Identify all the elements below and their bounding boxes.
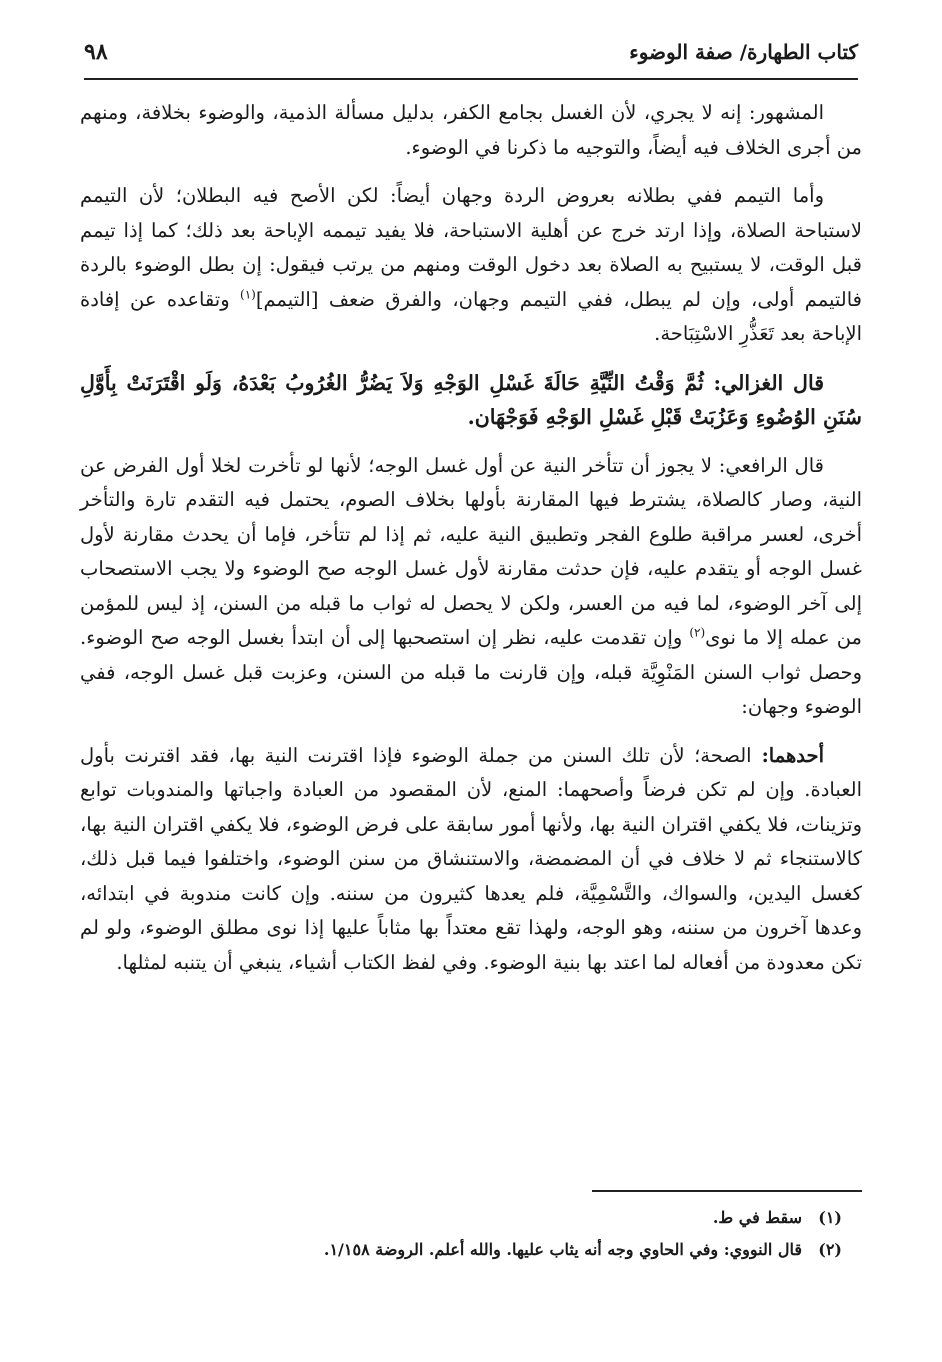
footnote-number: (٢) xyxy=(818,1240,842,1259)
paragraph-ghazali-quote xyxy=(80,366,862,435)
quote-lead: قال الغزالي: xyxy=(703,370,824,395)
header-divider xyxy=(84,78,858,80)
header-title: كتاب الطهارة/ صفة الوضوء xyxy=(629,40,858,64)
page-number: ٩٨ xyxy=(84,39,108,65)
footnote-1 xyxy=(80,1202,862,1234)
paragraph-text: قال الرافعي: لا يجوز أن تتأخر النية عن أول غسل الوجه؛ لأنها لو تأخرت لخلا أول الفرض عن النية، وصار كالصلاة، يشترط فيها المقارنة بأولها بخلاف الصوم، يحتمل فيه التقدم تارة والتأخر أخرى، لعسر مراقبة طلوع الفجر وتطبيق النية عليه، ثم إذا لم تتأخر، فإما أن يحدث مقارنة لأول غسل الوجه أو يتقدم عليه، فإن حدثت مقارنة لأول غسل الوجه صح الوضوء ولا يجب الاستصحاب إلى آخر الوضوء، لما فيه من العسر، ولكن لا يحصل له ثواب ما قبله من السنن، إذ ليس للمؤمن من عمله إلا ما نوى xyxy=(80,453,862,649)
paragraph-text: وإن تقدمت عليه، نظر إن استصحبها إلى أن ابتدأ بغسل الوجه صح الوضوء. وحصل ثواب السنن المَنْوِيَّة قبله، وإن قارنت ما قبله من السنن، وعزبت قبل غسل الوجه، ففي الوضوء وجهان: xyxy=(80,626,863,718)
paragraph-first-view xyxy=(80,739,862,981)
footnote-2 xyxy=(80,1234,862,1266)
footnote-text: سقط في ط. xyxy=(712,1208,802,1227)
footnote-number: (١) xyxy=(818,1208,842,1227)
paragraph-mashhur xyxy=(80,96,862,165)
footnote-ref-1[interactable]: (١) xyxy=(240,287,256,301)
main-text xyxy=(80,96,862,994)
footnotes xyxy=(80,1202,862,1266)
footnote-divider xyxy=(592,1190,862,1192)
paragraph-rafii xyxy=(80,449,862,725)
paragraph-tayammum xyxy=(80,179,862,352)
paragraph-lead: أحدهما: xyxy=(751,743,824,767)
paragraph-text: وتقاعده عن إفادة الإباحة بعد تَعَذُّرِ الاسْتِبَاحة. xyxy=(80,287,862,345)
footnote-ref-2[interactable]: (٢) xyxy=(689,625,706,640)
footnote-text: قال النووي: وفي الحاوي وجه أنه يثاب عليها. والله أعلم. الروضة ١/١٥٨. xyxy=(323,1240,802,1259)
paragraph-text: المشهور: إنه لا يجري، لأن الغسل بجامع الكفر، بدليل مسألة الذمية، والوضوء بخلافة، ومنهم من أجرى الخلاف فيه أيضاً، والتوجيه ما ذكرنا في الوضوء. xyxy=(80,101,862,159)
paragraph-text: الصحة؛ لأن تلك السنن من جملة الوضوء فإذا اقترنت النية بها، فقد اقترنت بأول العبادة. وإن لم تكن فرضاً وأصحهما: المنع، لأن المقصود من العبادة واجباتها والمندوبات توابع وتزينات، فلا يكفي اقتران النية بها، ولأنها أمور سابقة على فرض الوضوء، فلا يكفي اقتران النية بها، كالاستنجاء ثم لا خلاف في أن المضمضة، والاستنشاق من سنن الوضوء، واختلفوا فيما قبل ذلك، كغسل اليدين، والسواك، والتَّسْمِيَّة، فلم يعدها كثيرون من سننه. وإن كانت مندوبة في ابتدائه، وعدها آخرون من سننه، وهو الوجه، ولهذا تقع معتداً بها مثاباً عليها إذا نوى مطلق الوضوء، ولو لم تكن معدودة من أفعاله لما اعتد بها بنية الوضوء. وفي لفظ الكتاب أشياء، ينبغي أن يتنبه لمثلها. xyxy=(80,743,862,974)
quote-text: ثُمَّ وَقْتُ النِّيَّةِ حَالَةَ غَسْلِ الوَجْهِ وَلاَ يَضُرُّ الغُرُوبُ بَعْدَهُ، وَلَو اقْتَرَنَتْ بِأَوَّلِ سُنَنِ الوُضُوءِ وَعَزُبَتْ قَبْلِ غَسْلِ الوَجْهِ فَوَجْهَان. xyxy=(80,370,862,429)
running-header xyxy=(84,32,858,72)
paragraph-text: وأما التيمم ففي بطلانه بعروض الردة وجهان أيضاً: لكن الأصح فيه البطلان؛ لأن التيمم لاستباحة الصلاة، وإذا ارتد خرج عن أهلية الاستباحة، فلا يفيد تيممه الإباحة بعد ذلك؛ كما إذا تيمم قبل الوقت، لا يستبيح به الصلاة بعد دخول الوقت ومنهم من يرتب فيقول: إن بطل الوضوء بالردة فالتيمم أولى، وإن لم يبطل، ففي التيمم وجهان، والفرق ضعف [التيمم] xyxy=(80,184,862,311)
